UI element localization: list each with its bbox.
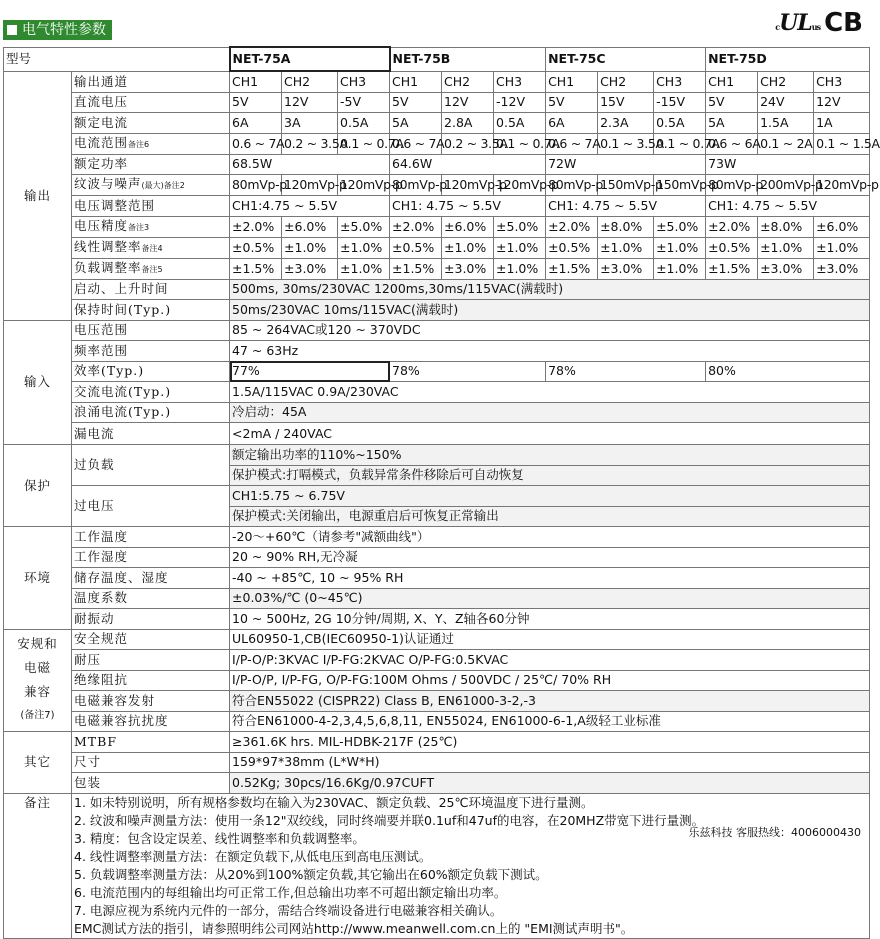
service-hotline: 乐兹科技 客服热线：4006000430 xyxy=(688,826,861,839)
row-label: 启动、上升时间 xyxy=(72,279,230,300)
value-cell: -40 ~ +85℃, 10 ~ 95% RH xyxy=(230,568,870,589)
value-cell: 50ms/230VAC 10ms/115VAC(满载时) xyxy=(230,300,870,321)
value-cell: 20 ~ 90% RH,无冷凝 xyxy=(230,547,870,568)
value-cell: ±1.0% xyxy=(282,237,338,258)
value-cell: 5V xyxy=(546,92,598,113)
row-label: 频率范围 xyxy=(72,341,230,362)
value-cell: ±2.0% xyxy=(390,216,442,237)
value-cell: 0.2 ~ 3.5A xyxy=(282,133,338,154)
value-cell: CH3 xyxy=(654,71,706,92)
value-cell: ±1.0% xyxy=(494,237,546,258)
value-cell: ±1.0% xyxy=(654,258,706,279)
value-cell: 6A xyxy=(546,113,598,134)
row-label: 输出通道 xyxy=(72,71,230,92)
value-cell: 0.5A xyxy=(338,113,390,134)
value-cell: ±3.0% xyxy=(442,258,494,279)
value-cell: ±1.0% xyxy=(338,258,390,279)
row-label: 线性调整率备注4 xyxy=(72,237,230,258)
section-title: 电气特性参数 xyxy=(22,22,106,38)
note-line: 1. 如未特别说明，所有规格参数均在输入为230VAC、额定负载、25℃环境温度下进行量测。 xyxy=(74,794,594,810)
value-cell: ≥361.6K hrs. MIL-HDBK-217F (25℃) xyxy=(230,732,870,753)
value-cell: ±0.5% xyxy=(706,237,758,258)
model-net-75a: NET-75A xyxy=(230,47,390,71)
value-cell: ±1.0% xyxy=(758,237,814,258)
row-label: 过负载 xyxy=(72,445,230,486)
section-notes: 备注 xyxy=(4,793,72,938)
row-label: 耐振动 xyxy=(72,609,230,630)
value-cell: CH1: 4.75 ~ 5.5V xyxy=(546,196,706,217)
value-cell: I/P-O/P, I/P-FG, O/P-FG:100M Ohms / 500VDC / 25℃/ 70% RH xyxy=(230,670,870,691)
value-cell: ±3.0% xyxy=(814,258,870,279)
row-label: 电压调整范围 xyxy=(72,196,230,217)
value-cell: 10 ~ 500Hz, 2G 10分钟/周期, X、Y、Z轴各60分钟 xyxy=(230,609,870,630)
value-cell: ±1.5% xyxy=(546,258,598,279)
section-protection: 保护 xyxy=(4,445,72,527)
model-net-75c: NET-75C xyxy=(546,47,706,71)
notes-block xyxy=(72,793,870,938)
value-cell: ±1.0% xyxy=(442,237,494,258)
row-label: 储存温度、湿度 xyxy=(72,568,230,589)
value-cell: ±1.5% xyxy=(706,258,758,279)
value-cell: 0.1 ~ 0.7A xyxy=(494,133,546,154)
value-cell: 5A xyxy=(706,113,758,134)
value-cell: 80mVp-p xyxy=(230,175,282,196)
value-cell: ±5.0% xyxy=(494,216,546,237)
value-cell: 500ms, 30ms/230VAC 1200ms,30ms/115VAC(满载时) xyxy=(230,279,870,300)
row-label: 负载调整率备注5 xyxy=(72,258,230,279)
value-cell: 额定输出功率的110%~150% xyxy=(230,445,870,466)
row-label: 绝缘阻抗 xyxy=(72,670,230,691)
row-label: 耐压 xyxy=(72,650,230,671)
efficiency-cell: 77% xyxy=(230,361,390,382)
value-cell: 24V xyxy=(758,92,814,113)
value-cell: 2.8A xyxy=(442,113,494,134)
value-cell: CH1 xyxy=(706,71,758,92)
row-label: 纹波与噪声(最大)备注2 xyxy=(72,175,230,196)
efficiency-cell: 80% xyxy=(706,361,870,382)
value-cell: ±3.0% xyxy=(758,258,814,279)
note-line: 2. 纹波和噪声测量方法：使用一条12"双绞线，同时终端要并联0.1uf和47uf的电容，在20MHZ带宽下进行量测。 xyxy=(74,812,705,828)
value-cell: ±3.0% xyxy=(598,258,654,279)
row-label: 工作温度 xyxy=(72,527,230,548)
section-input: 输入 xyxy=(4,320,72,445)
note-line: 7. 电源应视为系统内元件的一部分，需结合终端设备进行电磁兼容相关确认。 xyxy=(74,902,503,918)
section-environment: 环境 xyxy=(4,527,72,630)
value-cell: ±3.0% xyxy=(282,258,338,279)
value-cell: ±5.0% xyxy=(338,216,390,237)
note-line: 3. 精度：包含设定误差、线性调整率和负载调整率。 xyxy=(74,830,365,846)
certification-logos xyxy=(775,8,863,38)
value-cell: 1A xyxy=(814,113,870,134)
section-title-badge xyxy=(3,20,112,40)
value-cell: 12V xyxy=(442,92,494,113)
note-line: EMC测试方法的指引，请参照明纬公司网站http://www.meanwell.com.cn上的 "EMI测试声明书"。 xyxy=(74,920,634,936)
value-cell: 0.1 ~ 1.5A xyxy=(814,133,870,154)
value-cell: -5V xyxy=(338,92,390,113)
value-cell: -15V xyxy=(654,92,706,113)
value-cell: CH2 xyxy=(282,71,338,92)
row-label: 工作湿度 xyxy=(72,547,230,568)
value-cell: CH2 xyxy=(598,71,654,92)
value-cell: CH1: 4.75 ~ 5.5V xyxy=(390,196,546,217)
value-cell: CH3 xyxy=(814,71,870,92)
value-cell: 0.1 ~ 0.7A xyxy=(654,133,706,154)
value-cell: 5V xyxy=(706,92,758,113)
value-cell: -12V xyxy=(494,92,546,113)
note-line: 5. 负载调整率测量方法：从20%到100%额定负载,其它输出在60%额定负载下测试。 xyxy=(74,866,548,882)
value-cell: 64.6W xyxy=(390,154,546,175)
row-label: 浪涌电流(Typ.) xyxy=(72,402,230,423)
row-label: 直流电压 xyxy=(72,92,230,113)
value-cell: -20～+60℃（请参考"减额曲线"） xyxy=(230,527,870,548)
value-cell: ±2.0% xyxy=(706,216,758,237)
row-label: 电磁兼容发射 xyxy=(72,691,230,712)
row-label: 电磁兼容抗扰度 xyxy=(72,711,230,732)
value-cell: ±0.03%/℃ (0~45℃) xyxy=(230,588,870,609)
value-cell: ±1.0% xyxy=(598,237,654,258)
value-cell: 0.5A xyxy=(654,113,706,134)
value-cell: ±2.0% xyxy=(230,216,282,237)
value-cell: 12V xyxy=(282,92,338,113)
value-cell: ±0.5% xyxy=(546,237,598,258)
section-output: 输出 xyxy=(4,71,72,320)
value-cell: 0.6 ~ 7A xyxy=(390,133,442,154)
value-cell: 73W xyxy=(706,154,870,175)
model-label: 型号 xyxy=(4,47,230,71)
model-net-75d: NET-75D xyxy=(706,47,870,71)
row-label: 效率(Typ.) xyxy=(72,361,230,382)
value-cell: <2mA / 240VAC xyxy=(230,423,870,445)
value-cell: 1.5A/115VAC 0.9A/230VAC xyxy=(230,382,870,403)
value-cell: ±8.0% xyxy=(598,216,654,237)
value-cell: ±5.0% xyxy=(654,216,706,237)
note-line: 4. 线性调整率测量方法：在额定负载下,从低电压到高电压测试。 xyxy=(74,848,432,864)
value-cell: 72W xyxy=(546,154,706,175)
value-cell: 保护模式:打嗝模式，负载异常条件移除后可自动恢复 xyxy=(230,465,870,486)
value-cell: 0.6 ~ 7A xyxy=(230,133,282,154)
row-label: 电流范围备注6 xyxy=(72,133,230,154)
value-cell: 80mVp-p xyxy=(546,175,598,196)
row-label: 电压范围 xyxy=(72,320,230,341)
row-label: 额定功率 xyxy=(72,154,230,175)
value-cell: 85 ~ 264VAC或120 ~ 370VDC xyxy=(230,320,870,341)
value-cell: ±1.0% xyxy=(654,237,706,258)
value-cell: 12V xyxy=(814,92,870,113)
row-label: 电压精度备注3 xyxy=(72,216,230,237)
value-cell: ±0.5% xyxy=(230,237,282,258)
value-cell: ±1.0% xyxy=(814,237,870,258)
row-label: 包装 xyxy=(72,773,230,794)
value-cell: ±6.0% xyxy=(282,216,338,237)
section-safety-emc: 安规和 电磁 兼容 (备注7) xyxy=(4,629,72,732)
value-cell: 保护模式:关闭输出，电源重启后可恢复正常输出 xyxy=(230,506,870,527)
value-cell: 0.1 ~ 2A xyxy=(758,133,814,154)
value-cell: ±8.0% xyxy=(758,216,814,237)
efficiency-cell: 78% xyxy=(390,361,546,382)
row-label: 额定电流 xyxy=(72,113,230,134)
value-cell: I/P-O/P:3KVAC I/P-FG:2KVAC O/P-FG:0.5KVAC xyxy=(230,650,870,671)
value-cell: 120mVp-p xyxy=(494,175,546,196)
value-cell: 5V xyxy=(390,92,442,113)
row-label: 尺寸 xyxy=(72,752,230,773)
cb-logo: CB xyxy=(824,8,863,38)
value-cell: ±1.0% xyxy=(338,237,390,258)
row-label: 漏电流 xyxy=(72,423,230,445)
model-net-75b: NET-75B xyxy=(390,47,546,71)
row-label: 交流电流(Typ.) xyxy=(72,382,230,403)
row-label: 温度系数 xyxy=(72,588,230,609)
value-cell: 0.2 ~ 3.5A xyxy=(442,133,494,154)
value-cell: 冷启动：45A xyxy=(230,402,870,423)
value-cell: ±2.0% xyxy=(546,216,598,237)
value-cell: CH1:4.75 ~ 5.5V xyxy=(230,196,390,217)
value-cell: UL60950-1,CB(IEC60950-1)认证通过 xyxy=(230,629,870,650)
value-cell: 3A xyxy=(282,113,338,134)
value-cell: 150mVp-p xyxy=(598,175,654,196)
row-label: 保持时间(Typ.) xyxy=(72,300,230,321)
value-cell: 120mVp-p xyxy=(814,175,870,196)
spec-table xyxy=(3,46,880,939)
row-label: 过电压 xyxy=(72,486,230,527)
value-cell: 80mVp-p xyxy=(706,175,758,196)
row-label: 安全规范 xyxy=(72,629,230,650)
value-cell: 68.5W xyxy=(230,154,390,175)
value-cell: 2.3A xyxy=(598,113,654,134)
value-cell: 符合EN61000-4-2,3,4,5,6,8,11, EN55024, EN61000-6-1,A级轻工业标准 xyxy=(230,711,870,732)
value-cell: 120mVp-p xyxy=(282,175,338,196)
value-cell: CH1:5.75 ~ 6.75V xyxy=(230,486,870,507)
value-cell: 120mVp-p xyxy=(442,175,494,196)
value-cell: 6A xyxy=(230,113,282,134)
value-cell: ±0.5% xyxy=(390,237,442,258)
value-cell: 0.52Kg; 30pcs/16.6Kg/0.97CUFT xyxy=(230,773,870,794)
value-cell: 120mVp-p xyxy=(338,175,390,196)
value-cell: CH3 xyxy=(494,71,546,92)
row-label: MTBF xyxy=(72,732,230,753)
value-cell: ±1.5% xyxy=(230,258,282,279)
value-cell: ±6.0% xyxy=(814,216,870,237)
value-cell: 159*97*38mm (L*W*H) xyxy=(230,752,870,773)
value-cell: 0.6 ~ 6A xyxy=(706,133,758,154)
value-cell: CH1 xyxy=(230,71,282,92)
value-cell: 15V xyxy=(598,92,654,113)
value-cell: CH1: 4.75 ~ 5.5V xyxy=(706,196,870,217)
value-cell: 80mVp-p xyxy=(390,175,442,196)
efficiency-cell: 78% xyxy=(546,361,706,382)
value-cell: 0.1 ~ 0.7A xyxy=(338,133,390,154)
value-cell: 47 ~ 63Hz xyxy=(230,341,870,362)
value-cell: 200mVp-p xyxy=(758,175,814,196)
value-cell: CH1 xyxy=(546,71,598,92)
value-cell: 5V xyxy=(230,92,282,113)
value-cell: 0.6 ~ 7A xyxy=(546,133,598,154)
note-line: 6. 电流范围内的每组输出均可正常工作,但总输出功率不可超出额定输出功率。 xyxy=(74,884,507,900)
section-other: 其它 xyxy=(4,732,72,794)
value-cell: 0.5A xyxy=(494,113,546,134)
value-cell: 0.1 ~ 3.5A xyxy=(598,133,654,154)
value-cell: ±1.0% xyxy=(494,258,546,279)
value-cell: 5A xyxy=(390,113,442,134)
value-cell: CH1 xyxy=(390,71,442,92)
ul-logo: cULus xyxy=(775,10,821,36)
value-cell: ±6.0% xyxy=(442,216,494,237)
value-cell: CH2 xyxy=(758,71,814,92)
value-cell: 符合EN55022 (CISPR22) Class B, EN61000-3-2,-3 xyxy=(230,691,870,712)
value-cell: CH3 xyxy=(338,71,390,92)
square-icon xyxy=(7,25,17,35)
value-cell: ±1.5% xyxy=(390,258,442,279)
value-cell: 150mVp-p xyxy=(654,175,706,196)
value-cell: 1.5A xyxy=(758,113,814,134)
value-cell: CH2 xyxy=(442,71,494,92)
